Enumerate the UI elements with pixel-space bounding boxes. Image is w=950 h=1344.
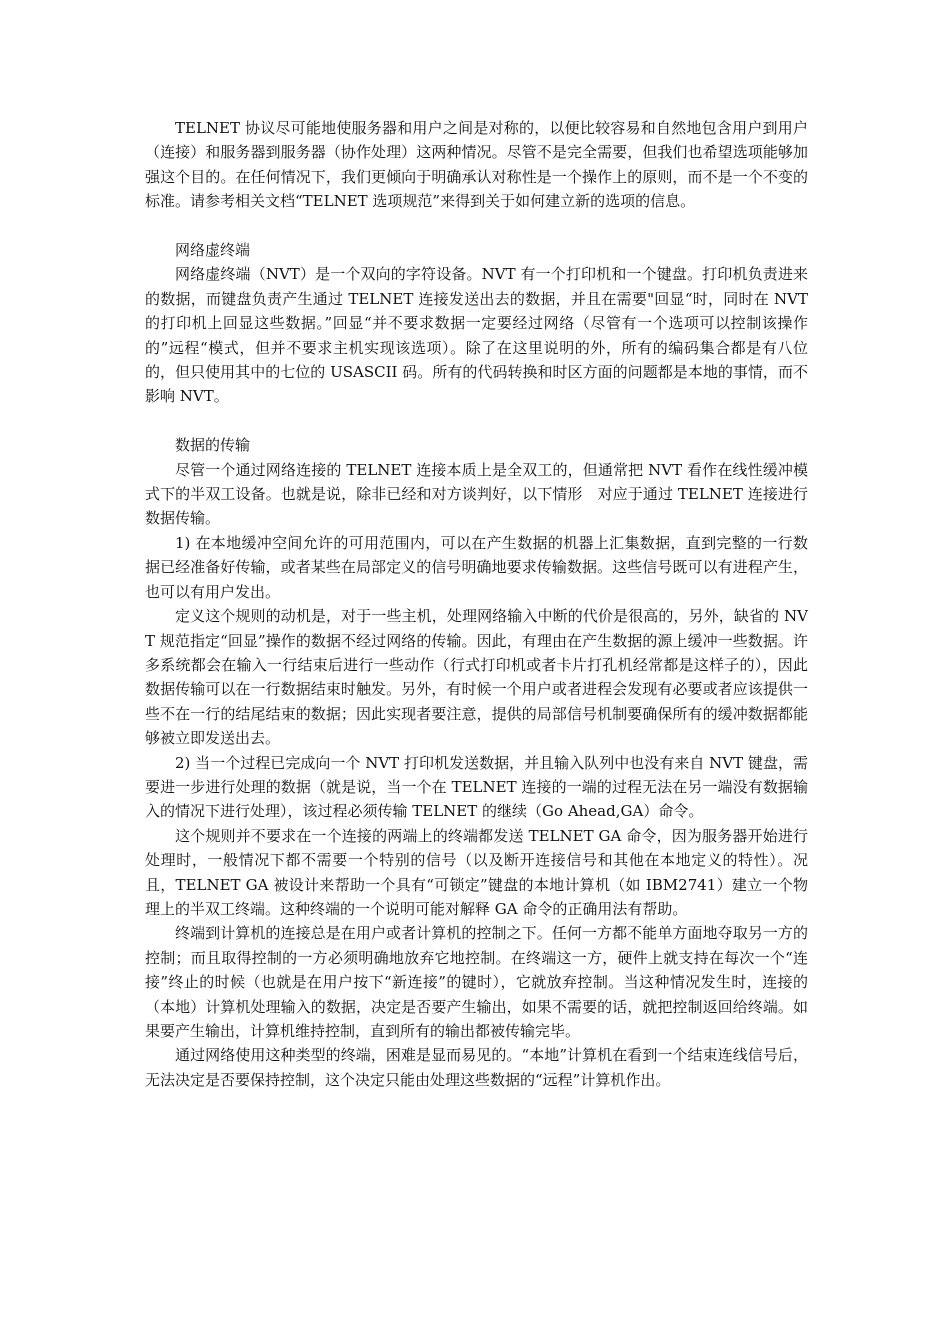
rule2-paragraph: 2) 当一个过程已完成向一个 NVT 打印机发送数据，并且输入队列中也没有来自 NVT 键盘，需要进一步进行处理的数据（就是说，当一个在 TELNET 连接的一端的过程无法在另一端没有数据输入的情况下进行处理），该过程必须传输 TELNET 的继续（Go Ahead,GA）命令。: [145, 753, 808, 821]
terminal-paragraph: 终端到计算机的连接总是在用户或者计算机的控制之下。任何一方都不能单方面地夺取另一方的控制；而且取得控制的一方必须明确地放弃它地控制。在终端这一方，硬件上就支持在每次一个“连接”终止的时候（也就是在用户按下“新连接”的键时），它就放弃控制。当这种情况发生时，连接的（本地）计算机处理输入的数据，决定是否要产生输出，如果不需要的话，就把控制返回给终端。如果要产生输出，计算机维持控制，直到所有的输出都被传输完毕。: [145, 924, 808, 1040]
transfer-heading: 数据的传输: [175, 436, 251, 455]
rule1-paragraph: 1) 在本地缓冲空间允许的可用范围内，可以在产生数据的机器上汇集数据，直到完整的一行数据已经准备好传输，或者某些在局部定义的信号明确地要求传输数据。这些信号既可以有进程产生，也可以有用户发出。: [145, 533, 808, 601]
rule2-explanation: 这个规则并不要求在一个连接的两端上的终端都发送 TELNET GA 命令，因为服务器开始进行处理时，一般情况下都不需要一个特别的信号（以及断开连接信号和其他在本地定义的特性）。况且，TELNET GA 被设计来帮助一个具有“可锁定”键盘的本地计算机（如 IBM2741）建立一个物理上的半双工终端。这种终端的一个说明可能对解释 GA 命令的正确用法有帮助。: [145, 826, 808, 918]
section-gap: [145, 214, 808, 238]
rule1-explanation: 定义这个规则的动机是，对于一些主机，处理网络输入中断的代价是很高的，另外，缺省的 NVT 规范指定“回显”操作的数据不经过网络的传输。因此，有理由在产生数据的源上缓冲一些数据。许多系统都会在输入一行结束后进行一些动作（行式打印机或者卡片打孔机经常都是这样子的），因此数据传输可以在一行数据结束时触发。另外，有时候一个用户或者进程会发现有必要或者应该提供一些不在一行的结尾结束的数据；因此实现者要注意，提供的局部信号机制要确保所有的缓冲数据都能够被立即发送出去。: [145, 607, 808, 748]
nvt-paragraph: 网络虚终端（NVT）是一个双向的字符设备。NVT 有一个打印机和一个键盘。打印机负责进来的数据，而键盘负责产生通过 TELNET 连接发送出去的数据，并且在需要"回显“时，同时在 NVT 的打印机上回显这些数据。”回显“并不要求数据一定要经过网络（尽管有一个选项可以控制该操作的”远程“模式，但并不要求主机实现该选项）。除了在这里说明的外，所有的编码集合都是有八位的，但只使用其中的七位的 USASCII 码。所有的代码转换和时区方面的问题都是本地的事情，而不影响 NVT。: [145, 265, 808, 406]
difficulty-paragraph: 通过网络使用这种类型的终端，困难是显而易见的。“本地”计算机在看到一个结束连线信号后，无法决定是否要保持控制，这个决定只能由处理这些数据的“远程”计算机作出。: [145, 1046, 808, 1089]
intro-paragraph: TELNET 协议尽可能地使服务器和用户之间是对称的，以便比较容易和自然地包含用户到用户（连接）和服务器到服务器（协作处理）这两种情况。尽管不是完全需要，但我们也希望选项能够加强这个目的。在任何情况下，我们更倾向于明确承认对称性是一个操作上的原则，而不是一个不变的标准。请参考相关文档“TELNET 选项规范”来得到关于如何建立新的选项的信息。: [145, 119, 808, 211]
section-gap: [145, 409, 808, 433]
document-page: [145, 116, 808, 1092]
transfer-paragraph: 尽管一个通过网络连接的 TELNET 连接本质上是全双工的，但通常把 NVT 看作在线性缓冲模式下的半双工设备。也就是说，除非已经和对方谈判好，以下情形 对应于通过 TELNET 连接进行数据传输。: [145, 460, 808, 528]
nvt-heading: 网络虚终端: [175, 241, 251, 260]
